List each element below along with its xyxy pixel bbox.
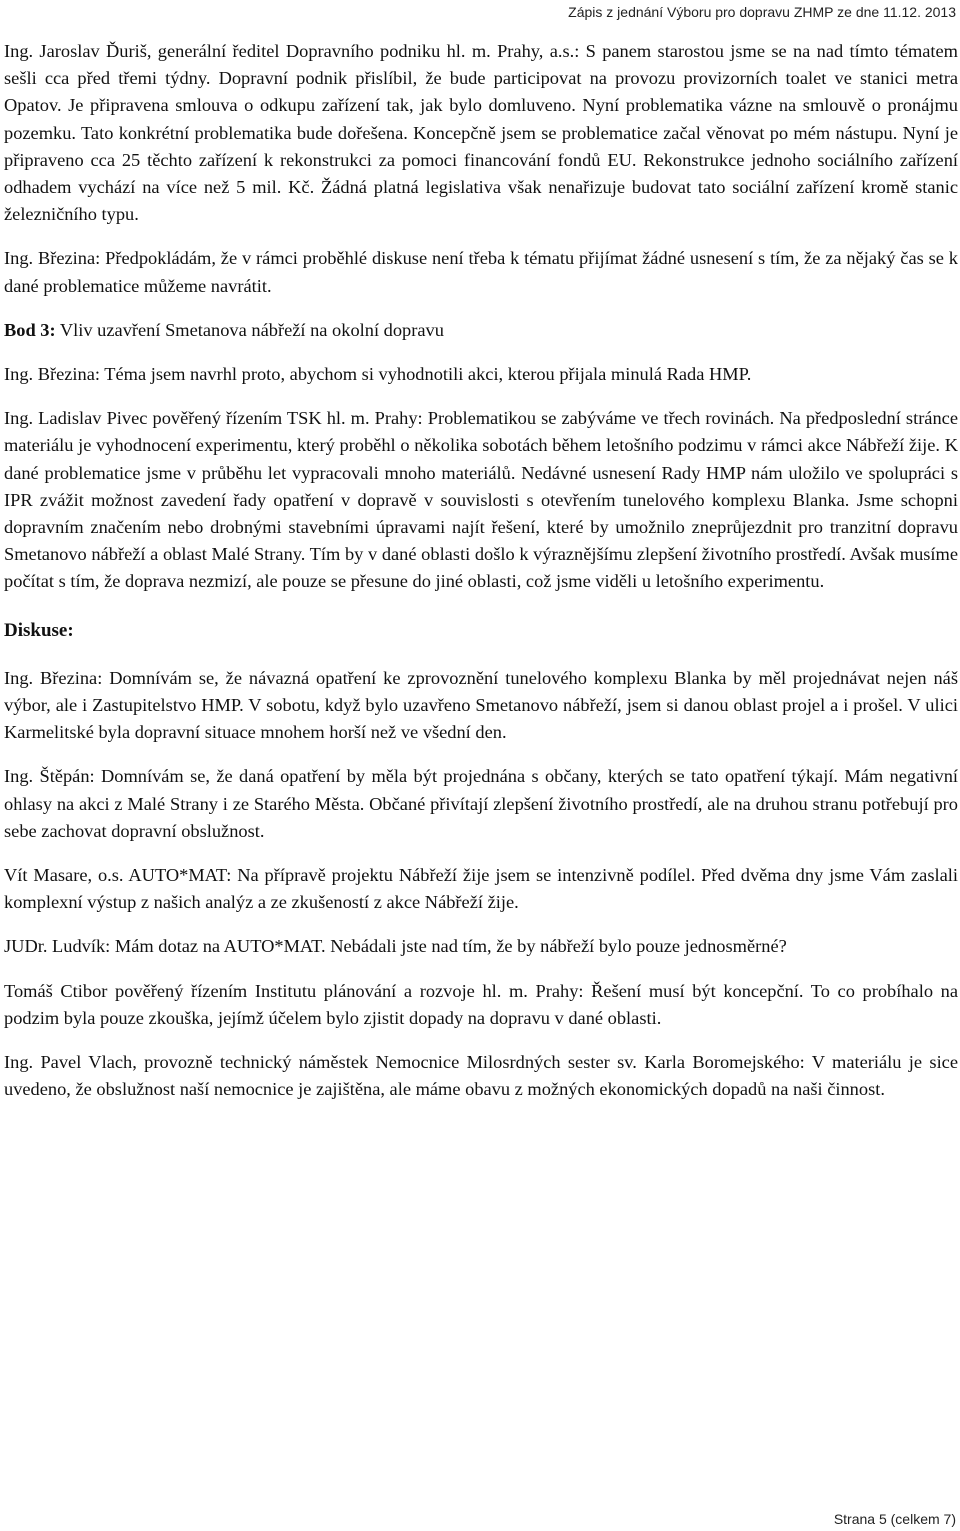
paragraph-brezina-2: Ing. Březina: Téma jsem navrhl proto, abychom si vyhodnotili akci, kterou přijala minulá Rada HMP. bbox=[4, 364, 752, 385]
paragraph-masare: Vít Masare, o.s. AUTO*MAT: Na přípravě projektu Nábřeží žije jsem se intenzivně podílel. Před dvěma dny jsme Vám zaslali komplexní výstup z našich analýz a ze zkušeností z akce Nábřeží žije. bbox=[4, 865, 958, 913]
document-body bbox=[4, 38, 958, 1104]
paragraph-pivec: Ing. Ladislav Pivec pověřený řízením TSK hl. m. Prahy: Problematikou se zabýváme ve třech rovinách. Na předposlední stránce materiálu je vyhodnocení experimentu, který proběhl o několika sobotách během letošního podzimu v rámci akce Nábřeží žije. K dané problematice jsme v průběhu let vypracovali mnoho materiálů. Nedávné usnesení Rady HMP nám uložilo ve spolupráci s IPR zvážit možnost zavedení řady opatření v dopravě v souvislosti s otevřením tunelového komplexu Blanka. Jsme schopni dopravním značením nebo drobnými stavebními úpravami najít řešení, které by umožnilo zneprůjezdnit pro tranzitní dopravu Smetanovo nábřeží a oblast Malé Strany. Tím by v dané oblasti došlo k výraznějšímu zlepšení životního prostředí. Avšak musíme počítat s tím, že doprava nezmizí, ale pouze se přesune do jiné oblasti, což jsme viděli u letošního experimentu. bbox=[4, 408, 958, 592]
paragraph-ludvik: JUDr. Ludvík: Mám dotaz na AUTO*MAT. Nebádali jste nad tím, že by nábřeží bylo pouze jednosměrné? bbox=[4, 936, 787, 957]
section-number: Bod 3: bbox=[4, 319, 56, 340]
section-title-text: Vliv uzavření Smetanova nábřeží na okolní dopravu bbox=[55, 319, 444, 340]
paragraph-duris: Ing. Jaroslav Ďuriš, generální ředitel Dopravního podniku hl. m. Prahy, a.s.: S panem starostou jsme se na nad tímto tématem sešli cca před třemi týdny. Dopravní podnik přislíbil, že bude participovat na provozu provizorních toalet ve stanici metra Opatov. Je připravena smlouva o odkupu zařízení tak, jak bylo domluveno. Nyní problematika vázne na smlouvě o pronájmu pozemku. Tato konkrétní problematika bude dořešena. Koncepčně jsem se problematice začal věnovat po mém nástupu. Nyní je připraveno cca 25 těchto zařízení k rekonstrukci za pomoci financování fondů EU. Rekonstrukce jednoho sociálního zařízení odhadem vychází na více než 5 mil. Kč. Žádná platná legislativa však nenařizuje budovat tato sociální zařízení kromě stanic železničního typu. bbox=[4, 41, 958, 225]
page-header: Zápis z jednání Výboru pro dopravu ZHMP ze dne 11.12. 2013 bbox=[568, 4, 956, 20]
page-number: Strana 5 (celkem 7) bbox=[833, 1511, 956, 1527]
section-title-bod-3 bbox=[4, 317, 958, 344]
paragraph-brezina-3: Ing. Březina: Domnívám se, že návazná opatření ke zprovoznění tunelového komplexu Blanka by měl projednávat nejen náš výbor, ale i Zastupitelstvo HMP. V sobotu, když bylo uzavřeno Smetanovo nábřeží, jsem si danou oblast projel a i prošel. V ulici Karmelitské byla dopravní situace mnohem horší než ve všední den. bbox=[4, 667, 958, 743]
paragraph-brezina-1: Ing. Březina: Předpokládám, že v rámci proběhlé diskuse není třeba k tématu přijímat žádné usnesení s tím, že za nějaký čas se k dané problematice můžeme navrátit. bbox=[4, 248, 958, 296]
paragraph-stepan: Ing. Štěpán: Domnívám se, že daná opatření by měla být projednána s občany, kterých se tato opatření týkají. Mám negativní ohlasy na akci z Malé Strany i ze Starého Města. Občané přivítají zlepšení životního prostředí, ale na druhou stranu potřebují pro sebe zachovat dopravní obslužnost. bbox=[4, 766, 958, 841]
discussion-heading: Diskuse: bbox=[4, 619, 74, 641]
paragraph-ctibor: Tomáš Ctibor pověřený řízením Institutu plánování a rozvoje hl. m. Prahy: Řešení musí být koncepční. To co probíhalo na podzim byla pouze zkouška, jejímž účelem bylo zjistit dopady na dopravu v dané oblasti. bbox=[4, 980, 958, 1028]
paragraph-vlach: Ing. Pavel Vlach, provozně technický náměstek Nemocnice Milosrdných sester sv. Karla Boromejského: V materiálu je sice uvedeno, že obslužnost naší nemocnice je zajištěna, ale máme obavu z možných ekonomických dopadů na naši činnost. bbox=[4, 1052, 958, 1100]
